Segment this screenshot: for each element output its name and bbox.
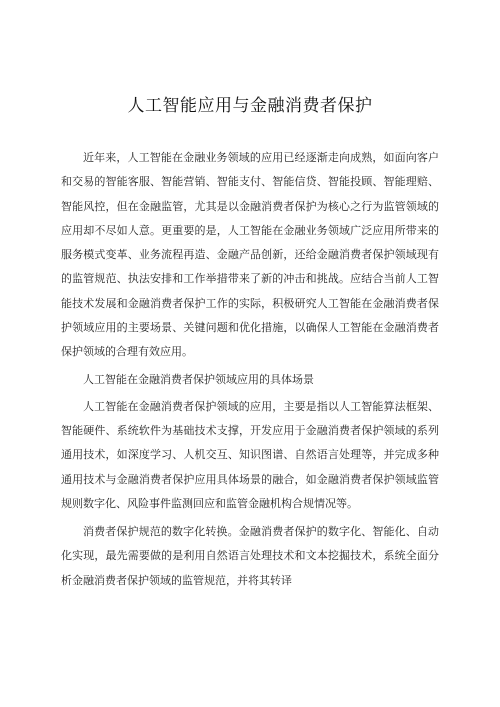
- document-title: 人工智能应用与金融消费者保护: [127, 96, 373, 116]
- document-body: [61, 146, 439, 597]
- paragraph-digital-conversion: 消费者保护规范的数字化转换。金融消费者保护的数字化、智能化、自动化实现，最先需要做的是利用自然语言处理技术和文本挖掘技术，系统全面分析金融消费者保护领域的监管规范，并将其转译: [61, 525, 439, 587]
- paragraph-intro: 近年来，人工智能在金融业务领域的应用已经逐渐走向成熟，如面向客户和交易的智能客服、智能营销、智能支付、智能信贷、智能投顾、智能理赔、智能风控，但在金融监管，尤其是以金融消费者保护为核心之行为监管领域的应用却不尽如人意。更重要的是，人工智能在金融业务领域广泛应用所带来的服务模式变革、业务流程再造、金融产品创新，还给金融消费者保护领域现有的监管规范、执法安排和工作举措带来了新的冲击和挑战。应结合当前人工智能技术发展和金融消费者保护工作的实际，积极研究人工智能在金融消费者保护领域应用的主要场景、关键问题和优化措施，以确保人工智能在金融消费者保护领域的合理有效应用。: [61, 151, 439, 359]
- section-heading: 人工智能在金融消费者保护领域应用的具体场景: [83, 372, 314, 386]
- paragraph-scenarios: 人工智能在金融消费者保护领域的应用，主要是指以人工智能算法框架、智能硬件、系统软件为基础技术支撑，开发应用于金融消费者保护领域的系列通用技术，如深度学习、人机交互、知识图谱、自然语言处理等，并完成多种通用技术与金融消费者保护应用具体场景的融合，如金融消费者保护领域监管规则数字化、风险事件监测回应和监管金融机构合规情况等。: [61, 399, 439, 510]
